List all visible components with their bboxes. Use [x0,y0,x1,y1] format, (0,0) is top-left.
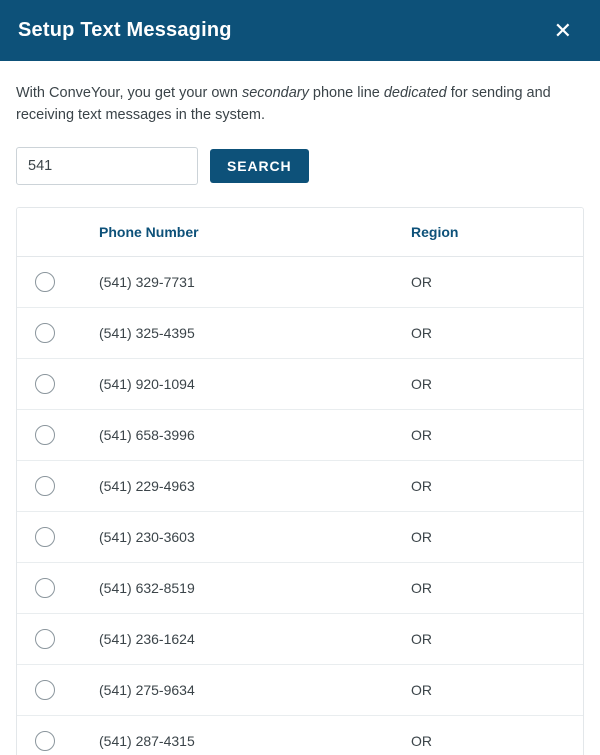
region-cell: OR [411,511,583,562]
radio-button[interactable] [35,374,55,394]
radio-button[interactable] [35,731,55,751]
radio-button[interactable] [35,272,55,292]
region-cell: OR [411,256,583,307]
modal-header [0,0,600,61]
region-cell: OR [411,664,583,715]
phone-number-cell: (541) 275-9634 [99,664,411,715]
intro-text-part2: phone line [308,85,384,101]
row-select-cell [17,562,99,613]
region-cell: OR [411,460,583,511]
phone-number-cell: (541) 632-8519 [99,562,411,613]
table-row[interactable] [17,256,583,307]
radio-button[interactable] [35,527,55,547]
phone-number-cell: (541) 236-1624 [99,613,411,664]
radio-button[interactable] [35,578,55,598]
search-input[interactable] [16,147,198,185]
table-row[interactable] [17,409,583,460]
row-select-cell [17,307,99,358]
row-select-cell [17,256,99,307]
close-icon[interactable]: ✕ [548,16,578,46]
table-row[interactable] [17,358,583,409]
column-header-select [17,208,99,257]
table-row[interactable] [17,460,583,511]
phone-number-cell: (541) 658-3996 [99,409,411,460]
region-cell: OR [411,307,583,358]
phone-number-cell: (541) 329-7731 [99,256,411,307]
modal-body [0,61,600,755]
column-header-region: Region [411,208,583,257]
phone-number-cell: (541) 325-4395 [99,307,411,358]
region-cell: OR [411,715,583,755]
region-cell: OR [411,358,583,409]
table-row[interactable] [17,715,583,755]
search-row [14,147,586,185]
radio-button[interactable] [35,476,55,496]
table-row[interactable] [17,511,583,562]
phone-number-table [16,207,584,755]
intro-text-part1: With ConveYour, you get your own [16,85,242,101]
radio-button[interactable] [35,425,55,445]
phone-number-cell: (541) 229-4963 [99,460,411,511]
row-select-cell [17,409,99,460]
phone-number-cell: (541) 287-4315 [99,715,411,755]
intro-text [14,83,574,127]
radio-button[interactable] [35,629,55,649]
intro-text-part3: for sending and receiving text messages in the system. [16,85,551,123]
intro-emphasis-dedicated: dedicated [383,85,447,101]
region-cell: OR [411,409,583,460]
row-select-cell [17,460,99,511]
intro-emphasis-secondary: secondary [241,85,309,101]
table-body [17,256,583,755]
row-select-cell [17,613,99,664]
search-button[interactable]: SEARCH [210,149,309,183]
phone-number-cell: (541) 920-1094 [99,358,411,409]
region-cell: OR [411,562,583,613]
table-header-row [17,208,583,257]
page-title: Setup Text Messaging [18,19,232,41]
row-select-cell [17,664,99,715]
row-select-cell [17,511,99,562]
radio-button[interactable] [35,323,55,343]
table-row[interactable] [17,664,583,715]
table-row[interactable] [17,613,583,664]
row-select-cell [17,358,99,409]
row-select-cell [17,715,99,755]
table-row[interactable] [17,307,583,358]
phone-number-cell: (541) 230-3603 [99,511,411,562]
region-cell: OR [411,613,583,664]
column-header-phone-number: Phone Number [99,208,411,257]
radio-button[interactable] [35,680,55,700]
table-row[interactable] [17,562,583,613]
